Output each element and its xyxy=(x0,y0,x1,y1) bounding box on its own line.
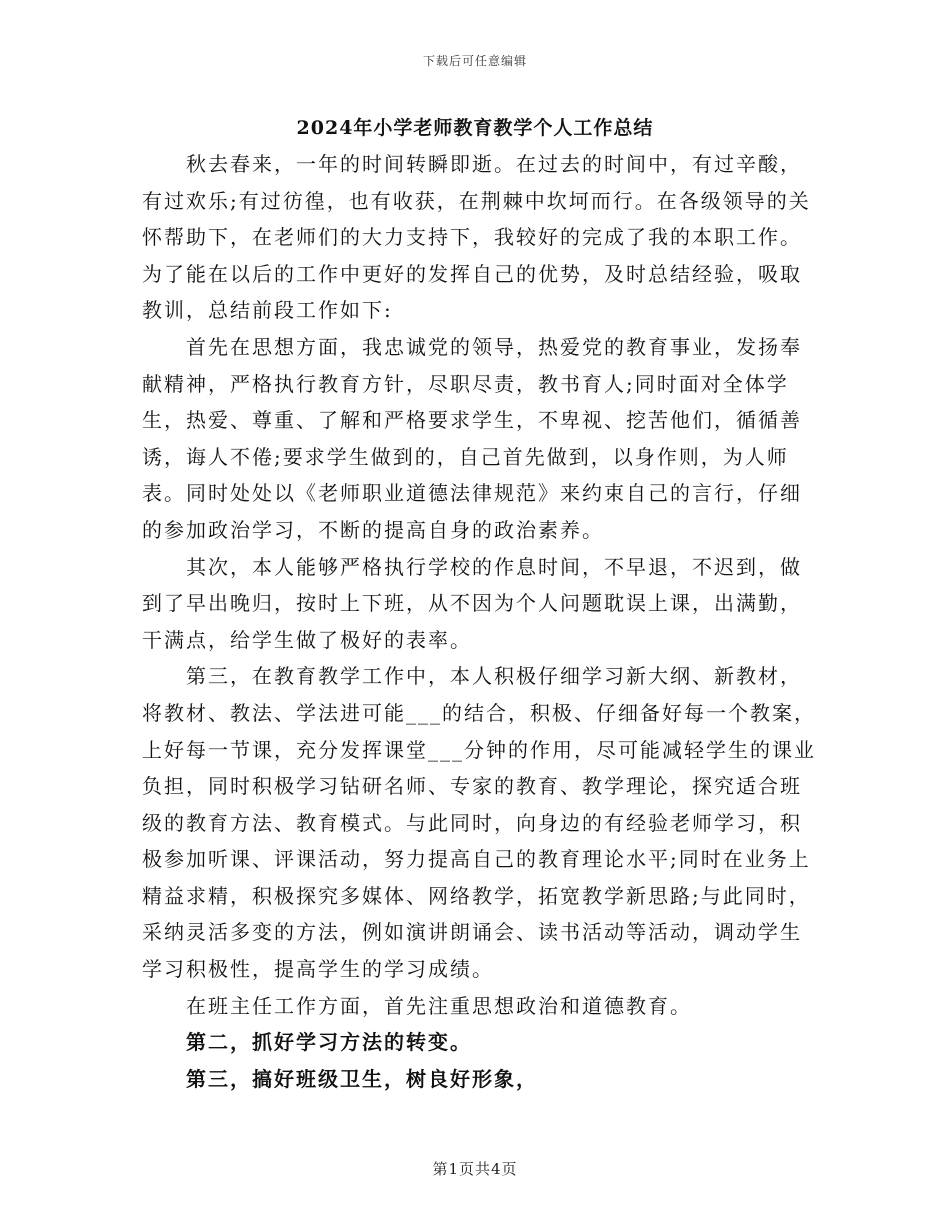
paragraph-class-teacher: 在班主任工作方面，首先注重思想政治和道德教育。 xyxy=(186,993,692,1018)
paragraph-teaching: 第三，在教育教学工作中，本人积极仔细学习新大纲、新教材，将教材、教法、学法进可能___的结合，积极、仔细备好每一个教案，上好每一节课，充分发挥课堂___分钟的作用，尽可能减轻学生的课业负担，同时积极学习钻研名师、专家的教育、教学理论，探究适合班级的教育方法、教育模式。与此同时，向身边的有经验老师学习，积极参加听课、评课活动，努力提高自己的教育理论水平;同时在业务上精益求精，积极探究多媒体、网络教学，拓宽教学新思路;与此同时，采纳灵活多变的方法，例如演讲朗诵会、读书活动等活动，调动学生学习积极性，提高学生的学习成绩。 xyxy=(142,664,816,982)
document-title: 2024年小学老师教育教学个人工作总结 xyxy=(296,117,654,139)
bold-point-study-method: 第二，抓好学习方法的转变。 xyxy=(186,1030,472,1055)
bold-point-class-hygiene: 第三，搞好班级卫生，树良好形象， xyxy=(186,1066,538,1091)
page-number-footer: 第1页共4页 xyxy=(432,1160,518,1178)
paragraph-intro: 秋去春来，一年的时间转瞬即逝。在过去的时间中，有过辛酸，有过欢乐;有过彷徨，也有收获，在荆棘中坎坷而行。在各级领导的关怀帮助下，在老师们的大力支持下，我较好的完成了我的本职工作。为了能在以后的工作中更好的发挥自己的优势，及时总结经验，吸取教训，总结前段工作如下: xyxy=(142,152,811,323)
page-header-note: 下载后可任意编辑 xyxy=(422,54,527,68)
paragraph-ideology: 首先在思想方面，我忠诚党的领导，热爱党的教育事业，发扬奉献精神，严格执行教育方针，尽职尽责，教书育人;同时面对全体学生，热爱、尊重、了解和严格要求学生，不卑视、挖苦他们，循循善诱，诲人不倦;要求学生做到的，自己首先做到，以身作则，为人师表。同时处处以《老师职业道德法律规范》来约束自己的言行，仔细的参加政治学习，不断的提高自身的政治素养。 xyxy=(142,334,802,542)
paragraph-discipline: 其次，本人能够严格执行学校的作息时间，不早退，不迟到，做到了早出晚归，按时上下班，从不因为个人问题耽误上课，出满勤，干满点，给学生做了极好的表率。 xyxy=(142,554,802,652)
document-body xyxy=(142,146,822,1097)
